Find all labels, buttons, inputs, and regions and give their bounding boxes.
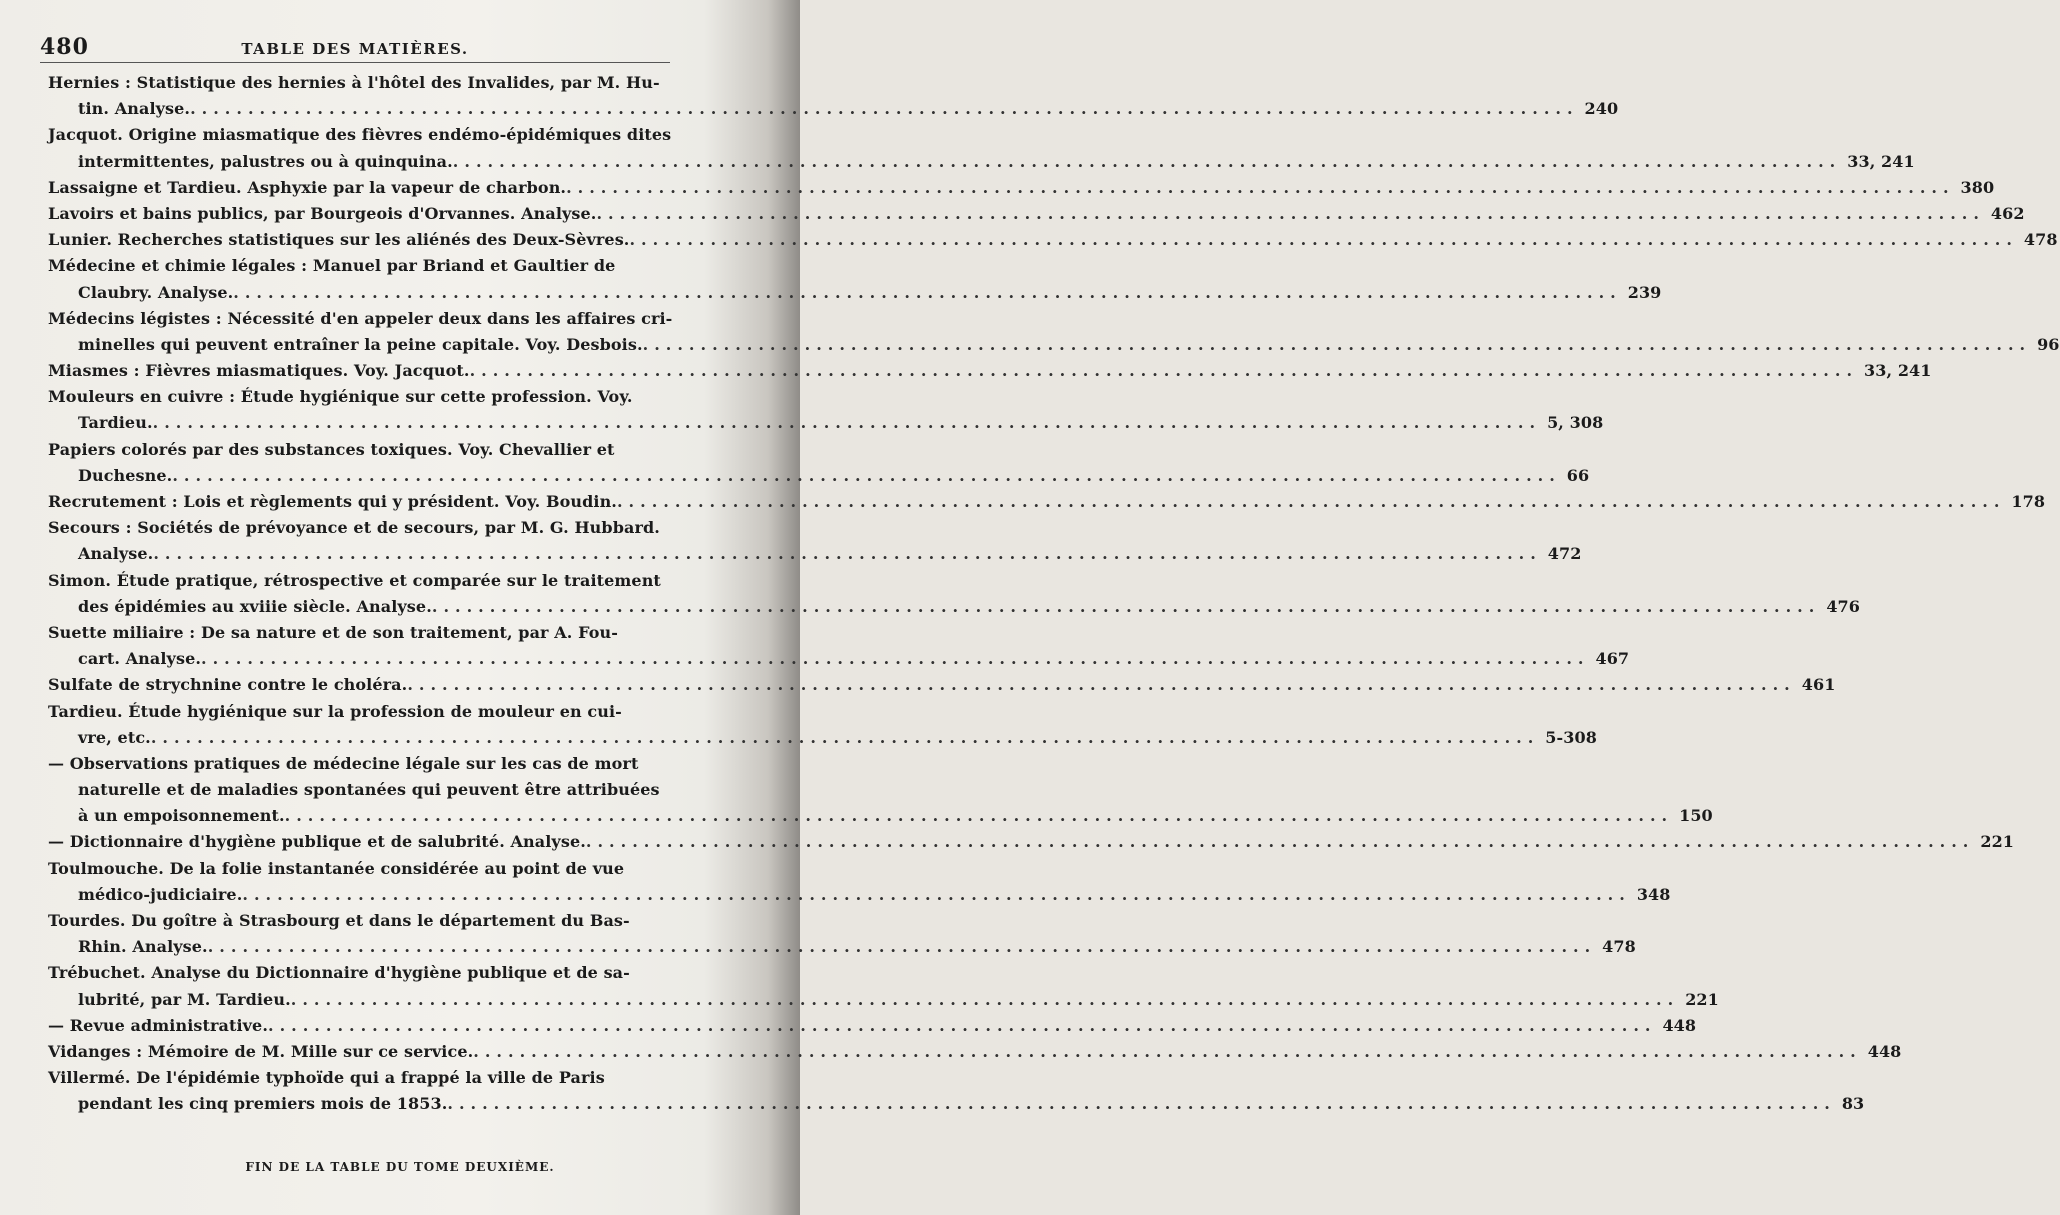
index-entry <box>48 1013 1697 1039</box>
entry-page-ref: 448 <box>1867 1041 1902 1061</box>
entry-line <box>48 70 680 96</box>
entry-line <box>48 358 1932 384</box>
dot-leader: ........................................................................................................................ <box>242 884 1631 904</box>
index-entry <box>48 437 1590 489</box>
entry-page-ref: 476 <box>1826 596 1861 616</box>
entry-line <box>48 1013 1697 1039</box>
dot-leader: ........................................................................................................................ <box>153 544 1542 564</box>
entry-page-ref: 462 <box>1990 203 2025 223</box>
dot-leader: ........................................................................................................................ <box>447 1094 1836 1114</box>
entry-text: Duchesne. <box>78 465 173 485</box>
entry-page-ref: 178 <box>2011 492 2046 511</box>
entry-line <box>48 201 2025 227</box>
entry-text: minelles qui peuvent entraîner la peine capitale. Voy. Desbois. <box>78 334 643 354</box>
entry-page-ref: 5-308 <box>1545 727 1597 747</box>
entry-page-ref: 221 <box>1685 989 1719 1009</box>
entry-page-ref: 467 <box>1595 649 1630 669</box>
entry-text: Tardieu. Étude hygiénique sur la profession de mouleur en cui- <box>48 701 622 721</box>
dot-leader: ........................................................................................................................ <box>268 1015 1657 1035</box>
index-entry <box>48 856 1671 908</box>
index-entry <box>48 201 2025 227</box>
entry-text: Médecine et chimie légales : Manuel par Briand et Gaultier de <box>48 256 616 276</box>
index-entry <box>48 175 1995 201</box>
dot-leader: ........................................................................................................................ <box>452 151 1842 171</box>
index-entry <box>48 358 1932 384</box>
index-entries <box>48 70 2060 1118</box>
dot-leader: ........................................................................................................................ <box>290 989 1680 1009</box>
entry-line <box>48 541 1582 567</box>
entry-text: — Observations pratiques de médecine légale sur les cas de mort <box>48 753 639 773</box>
entry-line <box>48 620 680 646</box>
entry-page-ref: 380 <box>1960 177 1995 197</box>
dot-leader: ........................................................................................................................ <box>172 465 1561 485</box>
entry-text: Hernies : Statistique des hernies à l'hôtel des Invalides, par M. Hu- <box>48 73 660 92</box>
dot-leader: ........................................................................................................................ <box>566 177 1955 197</box>
entry-line <box>48 777 680 803</box>
index-entry <box>48 384 1604 436</box>
entry-text: intermittentes, palustres ou à quinquina. <box>78 151 453 171</box>
entry-text: Toulmouche. De la folie instantanée considérée au point de vue <box>48 858 625 878</box>
index-entry <box>48 1065 1865 1117</box>
end-note: FIN DE LA TABLE DU TOME DEUXIÈME. <box>245 1160 555 1174</box>
index-entry <box>48 70 1619 122</box>
entry-text: Lunier. Recherches statistiques sur les aliénés des Deux-Sèvres. <box>48 230 630 250</box>
index-entry <box>48 489 2046 515</box>
dot-leader: ........................................................................................................................ <box>150 727 1540 747</box>
running-title: TABLE DES MATIÈRES. <box>241 40 469 58</box>
dot-leader: ........................................................................................................................ <box>616 492 2006 511</box>
entry-line <box>48 410 1604 436</box>
entry-text: vre, etc. <box>78 727 151 747</box>
entry-line <box>48 725 1597 751</box>
entry-text: naturelle et de maladies spontanées qui peuvent être attribuées <box>78 780 660 800</box>
entry-line <box>48 384 680 410</box>
index-entry <box>48 253 1662 305</box>
entry-line <box>48 908 680 934</box>
entry-line <box>48 306 680 332</box>
entry-line <box>48 699 680 725</box>
dot-leader: ........................................................................................................................ <box>473 1041 1862 1061</box>
entry-text: Mouleurs en cuivre : Étude hygiénique sur cette profession. Voy. <box>48 387 633 407</box>
entry-line <box>48 122 680 148</box>
index-entry <box>48 1039 1902 1065</box>
entry-line <box>48 1091 1865 1117</box>
entry-page-ref: 96 <box>2037 334 2060 354</box>
dot-leader: ........................................................................................................................ <box>233 282 1622 302</box>
dot-leader: ........................................................................................................................ <box>207 937 1597 957</box>
entry-page-ref: 83 <box>1841 1094 1865 1114</box>
dot-leader: ........................................................................................................................ <box>431 596 1821 616</box>
entry-line <box>48 332 2060 358</box>
entry-line <box>48 253 680 279</box>
dot-leader: ........................................................................................................................ <box>152 413 1542 433</box>
entry-text: Suette miliaire : De sa nature et de son traitement, par A. Fou- <box>48 622 618 642</box>
entry-line <box>48 280 1662 306</box>
index-entry <box>48 227 2058 253</box>
entry-line <box>48 856 680 882</box>
dot-leader: ........................................................................................................................ <box>469 361 1859 381</box>
entry-text: Villermé. De l'épidémie typhoïde qui a frappé la ville de Paris <box>48 1068 605 1088</box>
entry-text: Vidanges : Mémoire de M. Mille sur ce service. <box>48 1041 474 1061</box>
entry-text: Lassaigne et Tardieu. Asphyxie par la vapeur de charbon. <box>48 177 567 197</box>
entry-text: Jacquot. Origine miasmatique des fièvres endémo-épidémiques dites <box>48 125 672 145</box>
entry-text: Miasmes : Fièvres miasmatiques. Voy. Jacquot. <box>48 361 470 381</box>
entry-line <box>48 96 1619 122</box>
entry-text: cart. Analyse. <box>78 649 202 669</box>
entry-line <box>48 1039 1902 1065</box>
entry-text: Rhin. Analyse. <box>78 937 208 957</box>
entry-text: Secours : Sociétés de prévoyance et de secours, par M. G. Hubbard. <box>48 518 660 538</box>
entry-text: Papiers colorés par des substances toxiques. Voy. Chevallier et <box>48 439 615 459</box>
entry-text: des épidémies au xviiie siècle. Analyse. <box>78 596 432 616</box>
entry-line <box>48 646 1630 672</box>
entry-line <box>48 594 1861 620</box>
index-entry <box>48 672 1836 698</box>
entry-page-ref: 33, 241 <box>1864 361 1932 381</box>
dot-leader: ........................................................................................................................ <box>201 649 1590 669</box>
entry-line <box>48 987 1719 1013</box>
index-entry <box>48 751 1713 830</box>
entry-line <box>48 1065 680 1091</box>
entry-page-ref: 5, 308 <box>1547 413 1604 433</box>
page-header <box>40 34 670 64</box>
index-entry <box>48 960 1719 1012</box>
entry-text: pendant les cinq premiers mois de 1853. <box>78 1094 448 1114</box>
entry-page-ref: 239 <box>1627 282 1662 302</box>
dot-leader: ........................................................................................................................ <box>190 99 1579 119</box>
dot-leader: ........................................................................................................................ <box>407 675 1796 695</box>
entry-page-ref: 221 <box>1980 832 2015 852</box>
entry-text: — Revue administrative. <box>48 1015 269 1035</box>
entry-text: Recrutement : Lois et règlements qui y président. Voy. Boudin. <box>48 492 617 511</box>
entry-text: Médecins légistes : Nécessité d'en appeler deux dans les affaires cri- <box>48 308 673 328</box>
entry-text: Claubry. Analyse. <box>78 282 234 302</box>
entry-text: lubrité, par M. Tardieu. <box>78 989 291 1009</box>
entry-line <box>48 568 680 594</box>
dot-leader: ........................................................................................................................ <box>629 230 2018 250</box>
index-entry <box>48 699 1597 751</box>
entry-line <box>48 829 2015 855</box>
entry-text: Trébuchet. Analyse du Dictionnaire d'hygiène publique et de sa- <box>48 963 630 983</box>
entry-text: Tourdes. Du goître à Strasbourg et dans le département du Bas- <box>48 911 630 930</box>
index-entry <box>48 515 1582 567</box>
entry-text: Lavoirs et bains publics, par Bourgeois d'Orvannes. Analyse. <box>48 203 597 223</box>
entry-line <box>48 149 1915 175</box>
entry-line <box>48 751 680 777</box>
dot-leader: ........................................................................................................................ <box>284 806 1674 826</box>
index-entry <box>48 122 1915 174</box>
entry-text: à un empoisonnement. <box>78 806 285 826</box>
entry-line <box>48 227 2058 253</box>
entry-page-ref: 240 <box>1584 99 1619 119</box>
entry-text: tin. Analyse. <box>78 99 191 119</box>
entry-text: Tardieu. <box>78 413 153 433</box>
entry-line <box>48 515 680 541</box>
entry-page-ref: 150 <box>1679 806 1713 826</box>
entry-line <box>48 463 1590 489</box>
entry-line <box>48 175 1995 201</box>
entry-line <box>48 882 1671 908</box>
entry-text: Analyse. <box>78 544 154 564</box>
entry-page-ref: 461 <box>1801 675 1836 695</box>
header-rule <box>40 62 670 63</box>
entry-line <box>48 437 680 463</box>
dot-leader: ........................................................................................................................ <box>585 832 1975 852</box>
index-entry <box>48 620 1630 672</box>
entry-page-ref: 66 <box>1566 465 1590 485</box>
entry-line <box>48 934 1636 960</box>
page-number: 480 <box>40 34 89 60</box>
index-entry <box>48 568 1861 620</box>
entry-text: Sulfate de strychnine contre le choléra. <box>48 675 408 695</box>
entry-page-ref: 472 <box>1547 544 1582 564</box>
entry-line <box>48 672 1836 698</box>
entry-page-ref: 478 <box>1602 937 1636 957</box>
index-entry <box>48 829 2015 855</box>
dot-leader: ........................................................................................................................ <box>596 203 1985 223</box>
entry-line <box>48 803 1713 829</box>
entry-text: — Dictionnaire d'hygiène publique et de salubrité. Analyse. <box>48 832 586 852</box>
entry-line <box>48 489 2046 515</box>
dot-leader: ........................................................................................................................ <box>642 334 2032 354</box>
index-entry <box>48 908 1636 960</box>
entry-page-ref: 348 <box>1636 884 1671 904</box>
entry-page-ref: 448 <box>1662 1015 1697 1035</box>
entry-text: médico-judiciaire. <box>78 884 243 904</box>
entry-line <box>48 960 680 986</box>
entry-page-ref: 33, 241 <box>1847 151 1915 171</box>
entry-page-ref: 478 <box>2023 230 2058 250</box>
index-entry <box>48 306 2060 358</box>
entry-text: Simon. Étude pratique, rétrospective et comparée sur le traitement <box>48 570 661 590</box>
